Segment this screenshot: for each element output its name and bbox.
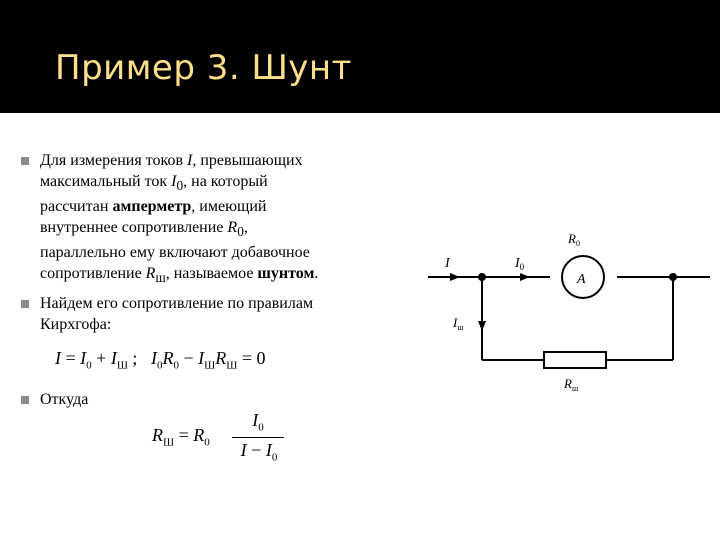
bullet-text	[40, 293, 313, 335]
current-arrow-I0	[520, 273, 530, 281]
math-var: I	[252, 410, 259, 430]
text-span: Для измерения токов	[40, 152, 188, 169]
shunt-resistor	[544, 352, 606, 368]
math-op: =	[174, 425, 194, 445]
text-line: Кирхгофа:	[40, 316, 112, 333]
fraction-bar	[232, 437, 284, 438]
text-span: , превышающих	[192, 152, 303, 169]
label-I: I	[445, 256, 450, 271]
math-var: I	[198, 348, 205, 368]
math-var: R	[215, 348, 227, 368]
text-span: , называемое	[165, 265, 258, 283]
math-op: =	[61, 348, 81, 368]
text-span: сопротивление	[40, 265, 146, 283]
label-R0: $R_0$	[568, 231, 580, 248]
subscript: ш	[155, 270, 166, 286]
subscript: Ш	[163, 436, 175, 449]
math-var: R	[193, 425, 205, 445]
text-line	[40, 196, 318, 217]
math-var: R	[162, 348, 174, 368]
subscript: 0	[173, 359, 179, 372]
current-arrow-Ish	[478, 321, 486, 331]
shunt-circuit-diagram	[420, 225, 715, 400]
bullet-text: Откуда	[40, 391, 89, 408]
text-line: параллельно ему включают добавочное	[40, 244, 310, 262]
text-span: рассчитан	[40, 198, 113, 216]
bold-term: амперметр	[112, 198, 192, 216]
subscript: Ш	[116, 359, 128, 372]
label-Rsh: $R_ш$	[564, 376, 579, 393]
var-R: R	[145, 265, 156, 283]
math-op: = 0	[237, 348, 266, 368]
bullet-text	[40, 150, 318, 289]
math-var: I	[150, 348, 157, 368]
subscript: 0	[156, 359, 163, 372]
subscript: 0	[204, 436, 210, 449]
text-span: , на который	[183, 173, 268, 190]
subscript: 0	[237, 224, 244, 240]
text-span: максимальный ток	[40, 173, 172, 190]
text-span: .	[314, 265, 319, 283]
math-var: I	[80, 348, 87, 368]
bullet-marker	[21, 396, 29, 404]
label-Ish: $I_ш$	[453, 315, 464, 332]
bold-term: шунтом	[257, 265, 315, 283]
var-I: I	[187, 152, 193, 169]
fraction-denominator	[230, 440, 288, 464]
math-var: R	[152, 425, 163, 445]
subscript: 0	[271, 451, 278, 464]
text-span: , имеющий	[191, 198, 267, 216]
math-var: I	[240, 440, 247, 460]
subscript: Ш	[204, 359, 216, 372]
text-line	[40, 171, 318, 196]
fraction-numerator	[232, 410, 284, 434]
math-var: I	[55, 348, 61, 368]
math-op: ;	[127, 348, 151, 368]
slide-title: Пример 3. Шунт	[55, 48, 352, 88]
var-R: R	[227, 219, 238, 237]
subscript: Ш	[226, 359, 238, 372]
ammeter-label: A	[577, 272, 586, 287]
math-op: −	[178, 348, 199, 368]
subscript: 0	[176, 178, 184, 194]
text-line	[40, 263, 318, 288]
math-op: +	[91, 348, 111, 368]
bullet-marker	[21, 157, 29, 165]
text-line	[40, 217, 318, 242]
math-var: I	[110, 348, 117, 368]
label-I0: $I_0$	[515, 256, 525, 272]
subscript: 0	[86, 359, 92, 372]
current-arrow-I	[450, 273, 460, 281]
formula-lhs	[152, 425, 210, 449]
text-line: Найдем его сопротивление по правилам	[40, 295, 314, 312]
bullet-marker	[21, 300, 29, 308]
text-span: ,	[243, 219, 248, 237]
math-var: I	[265, 440, 272, 460]
var-I: I	[171, 173, 177, 190]
math-op: −	[246, 440, 266, 460]
text-span: внутреннее сопротивление	[40, 219, 228, 237]
kirchhoff-equations	[55, 348, 265, 372]
subscript: 0	[258, 421, 264, 434]
text-line	[40, 150, 318, 171]
